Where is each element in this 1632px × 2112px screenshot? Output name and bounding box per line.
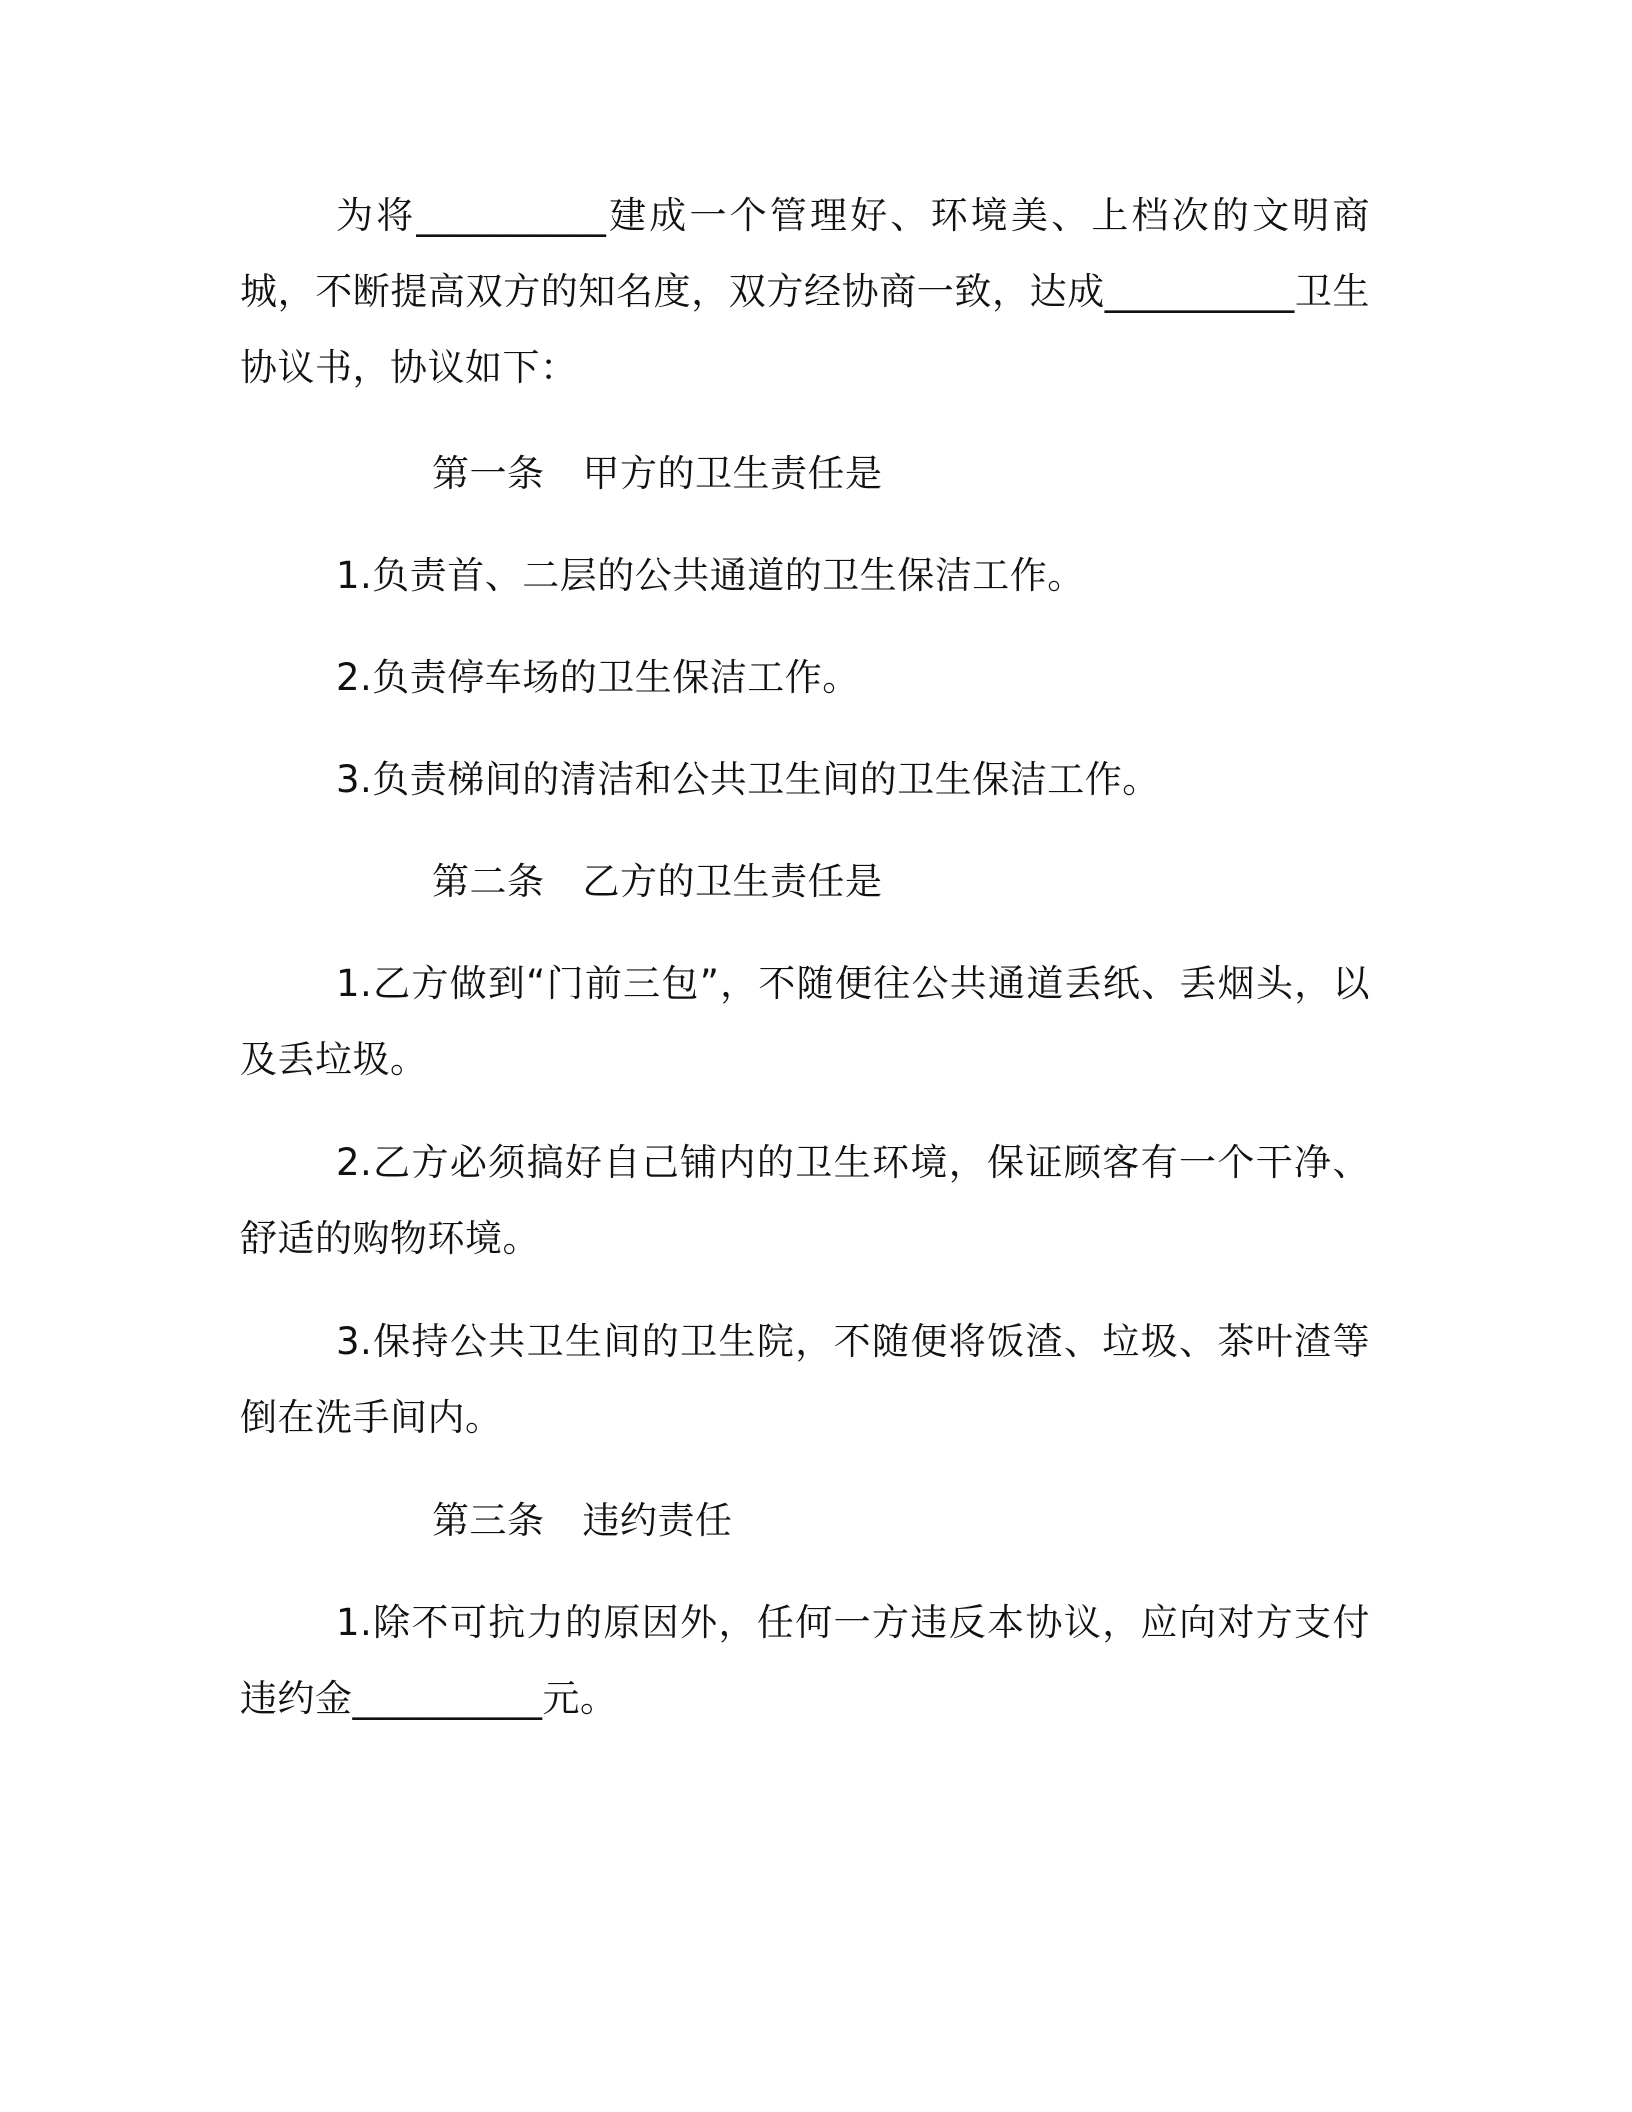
article-2-item-2: 2.乙方必须搞好自己铺内的卫生环境，保证顾客有一个干净、舒适的购物环境。 [240, 1141, 1370, 1260]
article-1-item-1: 1.负责首、二层的公共通道的卫生保洁工作。 [336, 554, 1085, 597]
article-3-item-1: 1.除不可抗力的原因外，任何一方违反本协议，应向对方支付违约金__________元。 [240, 1601, 1370, 1720]
article-2-item-3: 3.保持公共卫生间的卫生院，不随便将饭渣、垃圾、茶叶渣等倒在洗手间内。 [240, 1320, 1370, 1439]
article-1-item-2: 2.负责停车场的卫生保洁工作。 [336, 656, 860, 699]
article-2-number: 第二条 [432, 860, 545, 903]
article-1-heading [240, 436, 1370, 512]
article-3-heading [240, 1483, 1370, 1559]
article-3-number: 第三条 [432, 1499, 545, 1542]
intro-paragraph: 为将__________建成一个管理好、环境美、上档次的文明商城，不断提高双方的知名度，双方经协商一致，达成__________卫生协议书，协议如下： [240, 194, 1370, 389]
article-1-number: 第一条 [432, 452, 545, 495]
article-1-item-3: 3.负责梯间的清洁和公共卫生间的卫生保洁工作。 [336, 758, 1160, 801]
article-3-title: 违约责任 [582, 1499, 733, 1542]
article-2-title: 乙方的卫生责任是 [582, 860, 883, 903]
article-2-heading [240, 844, 1370, 920]
article-1-title: 甲方的卫生责任是 [582, 452, 883, 495]
article-2-item-1: 1.乙方做到“门前三包”，不随便往公共通道丢纸、丢烟头，以及丢垃圾。 [240, 962, 1370, 1081]
